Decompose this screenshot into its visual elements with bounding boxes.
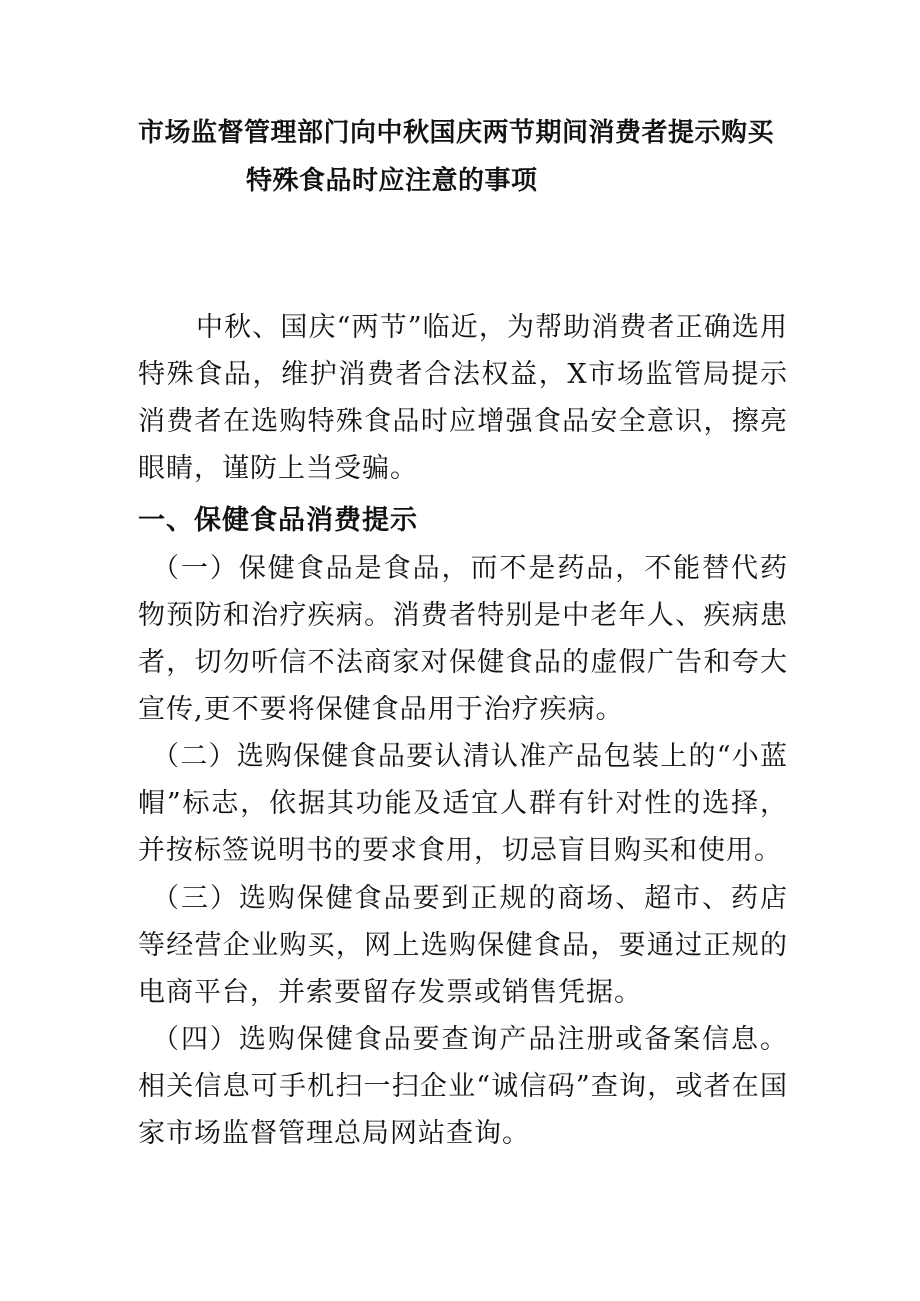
document-title-line-2: 特殊食品时应注意的事项 bbox=[246, 166, 538, 196]
section-heading: 一、保健食品消费提示 bbox=[138, 505, 418, 536]
intro-paragraph: 中秋、国庆“两节”临近，为帮助消费者正确选用特殊食品，维护消费者合法权益，X市场监管局提示消费者在选购特殊食品时应增强食品安全意识，擦亮眼睛，谨防上当受骗。 bbox=[138, 312, 788, 484]
item-paragraph-1: （一）保健食品是食品，而不是药品，不能替代药物预防和治疗疾病。消费者特别是中老年人、疾病患者，切勿听信不法商家对保健食品的虚假广告和夸大宣传,更不要将保健食品用于治疗疾病。 bbox=[138, 553, 788, 725]
document-title-line-1: 市场监督管理部门向中秋国庆两节期间消费者提示购买 bbox=[138, 118, 775, 148]
item-paragraph-4: （四）选购保健食品要查询产品注册或备案信息。相关信息可手机扫一扫企业“诚信码”查询，或者在国家市场监督管理总局网站查询。 bbox=[138, 1024, 788, 1149]
item-paragraph-3: （三）选购保健食品要到正规的商场、超市、药店等经营企业购买，网上选购保健食品，要通过正规的电商平台，并索要留存发票或销售凭据。 bbox=[138, 883, 788, 1008]
item-paragraph-2: （二）选购保健食品要认清认准产品包装上的“小蓝帽”标志，依据其功能及适宜人群有针对性的选择，并按标签说明书的要求食用，切忌盲目购买和使用。 bbox=[138, 741, 788, 866]
